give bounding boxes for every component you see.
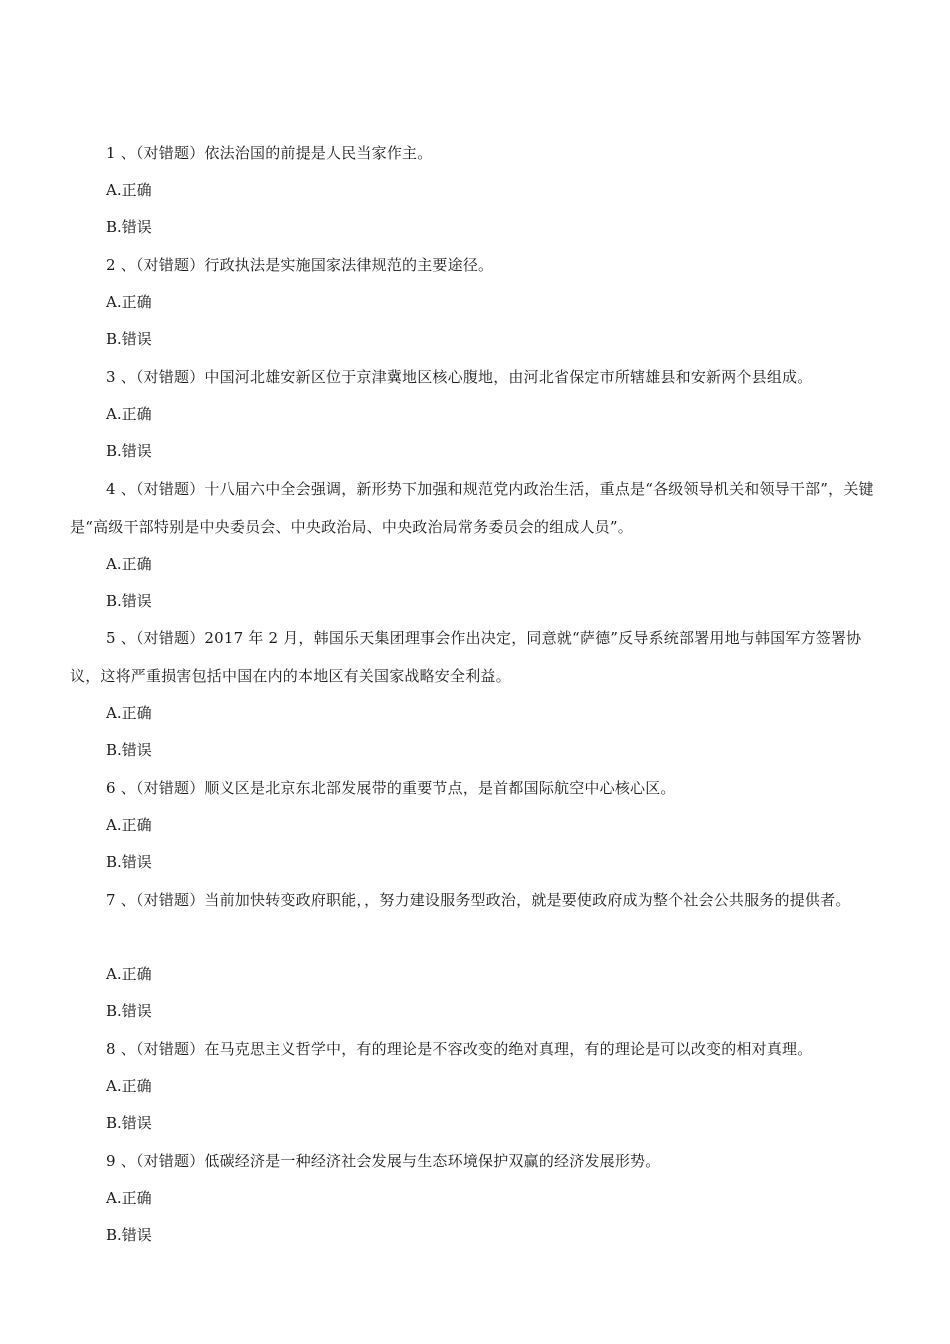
option-1-a: A.正确 [106, 181, 152, 199]
option-6-a: A.正确 [106, 816, 152, 834]
option-6-b: B.错误 [106, 853, 152, 871]
option-8-b: B.错误 [106, 1114, 152, 1132]
option-5-b: B.错误 [106, 741, 152, 759]
option-4-a: A.正确 [106, 555, 152, 573]
question-9: 9 、（对错题）低碳经济是一种经济社会发展与生态环境保护双赢的经济发展形势。 [106, 1152, 661, 1170]
option-5-a: A.正确 [106, 704, 152, 722]
option-2-a: A.正确 [106, 293, 152, 311]
option-8-a: A.正确 [106, 1077, 152, 1095]
option-4-b: B.错误 [106, 592, 152, 610]
question-8: 8 、（对错题）在马克思主义哲学中，有的理论是不容改变的绝对真理，有的理论是可以改变的相对真理。 [106, 1040, 813, 1058]
option-9-a: A.正确 [106, 1189, 152, 1207]
question-6: 6 、（对错题）顺义区是北京东北部发展带的重要节点，是首都国际航空中心核心区。 [106, 779, 676, 797]
option-2-b: B.错误 [106, 330, 152, 348]
question-2: 2 、（对错题）行政执法是实施国家法律规范的主要途径。 [106, 256, 494, 274]
question-5: 5 、（对错题）2017 年 2 月，韩国乐天集团理事会作出决定，同意就“萨德”反导系统部署用地与韩国军方签署协议，这将严重损害包括中国在内的本地区有关国家战略安全利益。 [70, 629, 862, 685]
question-4: 4 、（对错题）十八届六中全会强调，新形势下加强和规范党内政治生活，重点是“各级领导机关和领导干部”，关键是“高级干部特别是中央委员会、中央政治局、中央政治局常务委员会的组成人员”。 [70, 480, 874, 536]
option-7-b: B.错误 [106, 1002, 152, 1020]
option-3-a: A.正确 [106, 405, 152, 423]
option-3-b: B.错误 [106, 442, 152, 460]
option-9-b: B.错误 [106, 1226, 152, 1244]
question-7: 7 、（对错题）当前加快转变政府职能，，努力建设服务型政治，就是要使政府成为整个社会公共服务的提供者。 [106, 891, 851, 909]
option-1-b: B.错误 [106, 218, 152, 236]
question-3: 3 、（对错题）中国河北雄安新区位于京津冀地区核心腹地，由河北省保定市所辖雄县和安新两个县组成。 [106, 368, 813, 386]
option-7-a: A.正确 [106, 965, 152, 983]
question-1: 1 、（对错题）依法治国的前提是人民当家作主。 [106, 144, 433, 162]
